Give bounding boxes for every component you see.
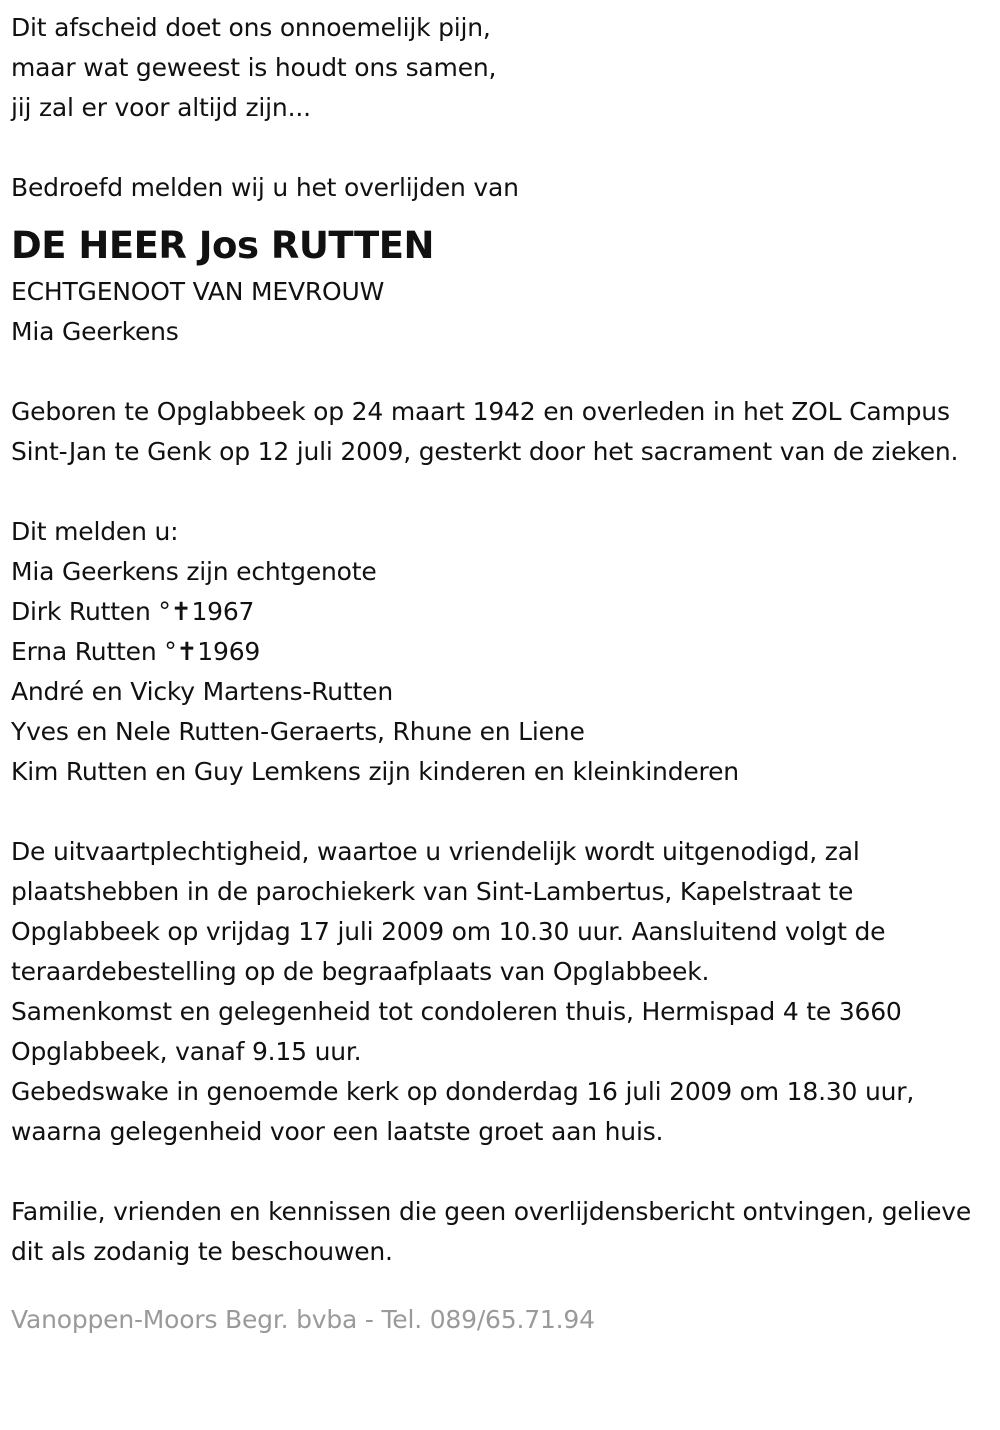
deceased-name: DE HEER Jos RUTTEN [11, 224, 434, 267]
family-list [11, 512, 986, 792]
family-member: Yves en Nele Rutten-Geraerts, Rhune en Liene [11, 717, 585, 746]
family-heading: Dit melden u: [11, 517, 179, 546]
family-member: Kim Rutten en Guy Lemkens zijn kinderen en kleinkinderen [11, 757, 739, 786]
member-name: Dirk Rutten [11, 597, 151, 626]
closing-paragraph: Familie, vrienden en kennissen die geen overlijdensbericht ontvingen, gelieve dit als zodanig te beschouwen. [11, 1197, 972, 1266]
spacer [11, 792, 986, 832]
obituary-document [11, 8, 986, 1340]
funeral-home-footer: Vanoppen-Moors Begr. bvba - Tel. 089/65.71.94 [11, 1305, 595, 1334]
announcement: Bedroefd melden wij u het overlijden van [11, 173, 519, 202]
poem [11, 8, 986, 128]
family-member [11, 592, 986, 632]
spacer [11, 1152, 986, 1192]
cross-icon: ✝ [170, 597, 192, 626]
spacer [11, 472, 986, 512]
poem-line: jij zal er voor altijd zijn... [11, 93, 311, 122]
spacer [11, 352, 986, 392]
spacer [11, 128, 986, 168]
birth-death-paragraph: Geboren te Opglabbeek op 24 maart 1942 en overleden in het ZOL Campus Sint-Jan te Genk op 12 juli 2009, gesterkt door het sacrament van de zieken. [11, 397, 959, 466]
vigil-paragraph: Gebedswake in genoemde kerk op donderdag 16 juli 2009 om 18.30 uur, waarna gelegenheid voor een laatste groet aan huis. [11, 1077, 915, 1146]
funeral-paragraph: De uitvaartplechtigheid, waartoe u vriendelijk wordt uitgenodigd, zal plaatshebben in de parochiekerk van Sint-Lambertus, Kapelstraat te Opglabbeek op vrijdag 17 juli 2009 om 10.30 uur. Aansluitend volgt de teraardebestelling op de begraafplaats van Opglabbeek. [11, 837, 886, 986]
birth-mark: ° [158, 597, 171, 626]
gathering-paragraph: Samenkomst en gelegenheid tot condoleren thuis, Hermispad 4 te 3660 Opglabbeek, vanaf 9.15 uur. [11, 997, 902, 1066]
ceremony-details [11, 832, 986, 1152]
poem-line: maar wat geweest is houdt ons samen, [11, 53, 497, 82]
family-member: André en Vicky Martens-Rutten [11, 677, 393, 706]
cross-icon: ✝ [176, 637, 198, 666]
birth-mark: ° [164, 637, 177, 666]
spouse-name: Mia Geerkens [11, 317, 179, 346]
member-name: Erna Rutten [11, 637, 157, 666]
family-member [11, 632, 986, 672]
spouse-title: ECHTGENOOT VAN MEVROUW [11, 277, 385, 306]
member-year: 1967 [191, 597, 255, 626]
family-member: Mia Geerkens zijn echtgenote [11, 557, 377, 586]
poem-line: Dit afscheid doet ons onnoemelijk pijn, [11, 13, 491, 42]
member-year: 1969 [197, 637, 261, 666]
